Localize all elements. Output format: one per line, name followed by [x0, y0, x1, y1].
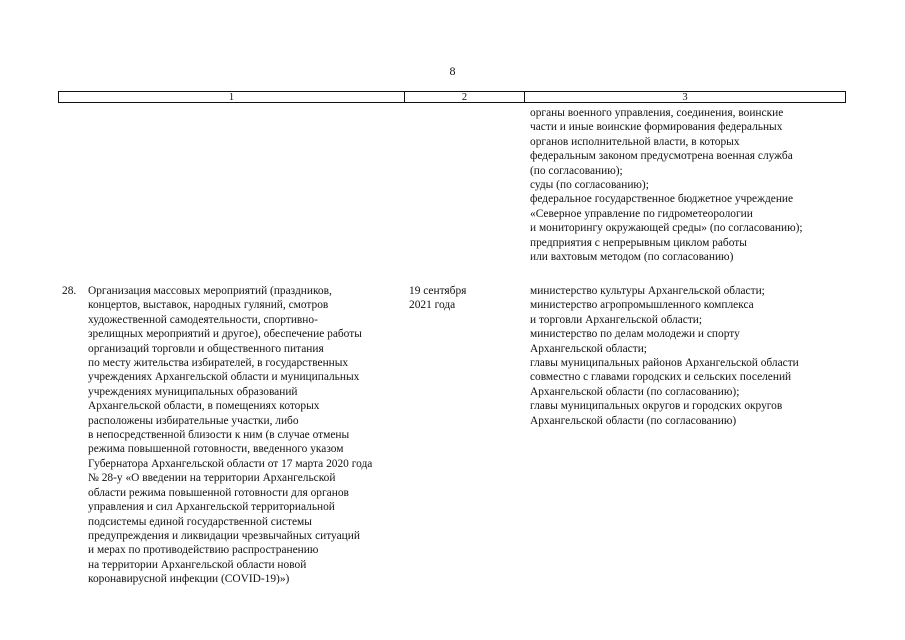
text-line: суды (по согласованию);: [530, 179, 649, 192]
text-line: области режима повышенной готовности для органов: [88, 486, 349, 499]
text-line: Архангельской области (по согласованию);: [530, 385, 740, 398]
text-line: совместно с главами городских и сельских поселений: [530, 371, 792, 384]
continuation-col3: [530, 106, 803, 264]
table-header-row: [58, 91, 846, 103]
text-line: предупреждения и ликвидации чрезвычайных ситуаций: [88, 529, 360, 542]
text-line: организаций торговли и общественного питания: [88, 342, 324, 355]
text-line: министерство культуры Архангельской области;: [530, 285, 765, 297]
text-line: учреждениях муниципальных образований: [88, 385, 298, 398]
text-line: органов исполнительной власти, в которых: [530, 135, 740, 148]
text-line: управления и сил Архангельской территориальной: [88, 501, 335, 514]
text-line: Архангельской области, в помещениях которых: [88, 400, 320, 413]
text-line: 2021 года: [409, 299, 456, 312]
row-responsible: [530, 284, 799, 428]
text-line: министерство по делам молодежи и спорту: [530, 328, 740, 341]
text-line: (по согласованию);: [530, 164, 623, 177]
row-description: [88, 284, 372, 587]
page-number: 8: [449, 64, 456, 78]
text-line: 19 сентября: [409, 285, 467, 297]
text-line: зрелищных мероприятий и другое), обеспечение работы: [88, 328, 362, 341]
text-line: Архангельской области;: [530, 342, 647, 355]
text-line: или вахтовым методом (по согласованию): [530, 251, 734, 264]
text-line: федеральным законом предусмотрена военная служба: [530, 150, 793, 163]
text-line: «Северное управление по гидрометеорологии: [530, 207, 753, 220]
text-line: Организация массовых мероприятий (праздников,: [88, 285, 332, 297]
header-col-1: 1: [59, 92, 405, 102]
text-line: учреждениях Архангельской области и муниципальных: [88, 371, 360, 384]
header-col-3: 3: [682, 92, 688, 103]
text-line: концертов, выставок, народных гуляний, смотров: [88, 299, 329, 312]
text-line: главы муниципальных округов и городских округов: [530, 400, 783, 413]
text-line: № 28-у «О введении на территории Архангельской: [88, 472, 336, 485]
text-line: коронавирусной инфекции (COVID-19)»): [88, 573, 290, 586]
text-line: и мерах по противодействию распространению: [88, 544, 319, 557]
text-line: предприятия с непрерывным циклом работы: [530, 236, 747, 249]
text-line: Губернатора Архангельской области от 17 марта 2020 года: [88, 457, 373, 470]
text-line: расположены избирательные участки, либо: [88, 414, 299, 427]
text-line: и мониторингу окружающей среды» (по согласованию);: [530, 222, 803, 235]
text-line: главы муниципальных районов Архангельской области: [530, 357, 799, 370]
row-date: [409, 284, 466, 313]
text-line: федеральное государственное бюджетное учреждение: [530, 193, 794, 206]
header-col-2: 2: [405, 92, 525, 102]
text-line: части и иные воинские формирования федеральных: [530, 121, 783, 134]
text-line: режима повышенной готовности, введенного указом: [88, 443, 344, 456]
text-line: на территории Архангельской области новой: [88, 558, 307, 571]
text-line: органы военного управления, соединения, воинские: [530, 107, 784, 119]
text-line: министерство агропромышленного комплекса: [530, 299, 754, 312]
text-line: и торговли Архангельской области;: [530, 313, 703, 326]
text-line: по месту жительства избирателей, в государственных: [88, 357, 349, 370]
text-line: художественной самодеятельности, спортивно-: [88, 313, 318, 326]
text-line: подсистемы единой государственной системы: [88, 515, 312, 528]
text-line: Архангельской области (по согласованию): [530, 414, 737, 427]
row-number: 28.: [62, 285, 77, 297]
text-line: в непосредственной близости к ним (в случае отмены: [88, 429, 350, 442]
